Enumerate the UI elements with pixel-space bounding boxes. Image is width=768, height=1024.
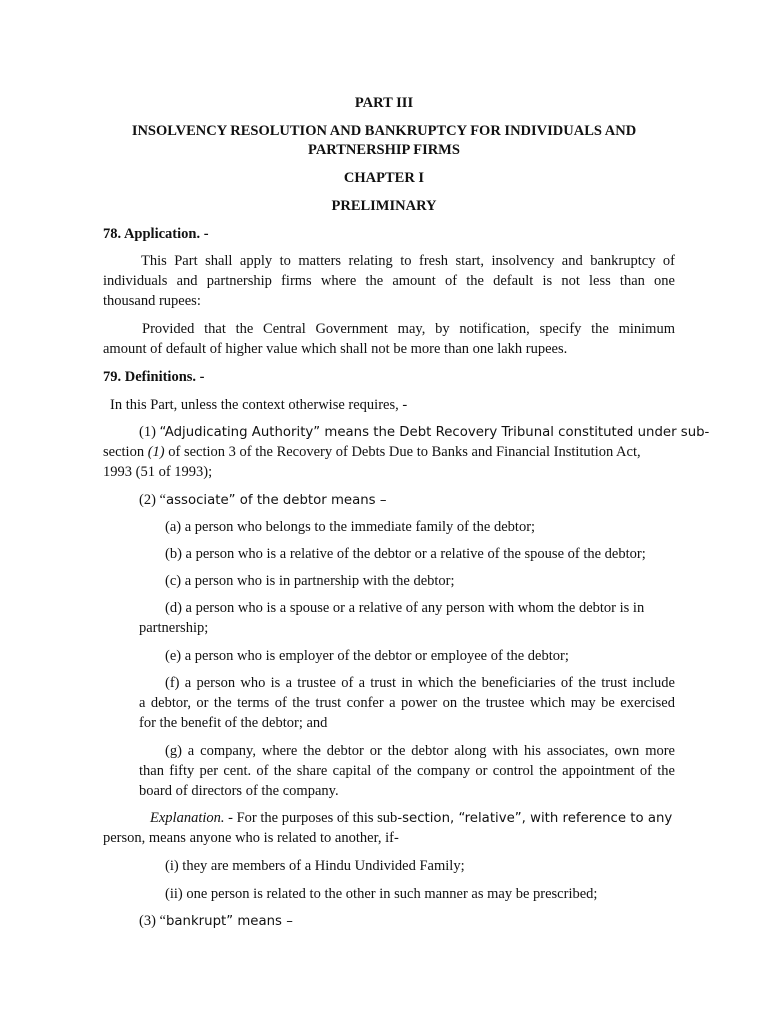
definition-2-term: associate” of the debtor means – [165,493,387,508]
explanation-label: Explanation. [150,810,225,826]
item-g-line-3: board of directors of the company. [139,783,339,799]
item-d-line-2: partnership; [139,620,209,636]
item-d-line-1: (d) a person who is a spouse or a relative of any person with whom the debtor is in [165,600,645,616]
definition-3-term: bankrupt” means – [165,914,293,929]
item-ii: (ii) one person is related to the other in such manner as may be prescribed; [165,886,598,902]
section-78-para-1-line-1: This Part shall apply to matters relating to fresh start, insolvency and bankruptcy of [141,253,675,269]
section-78-heading: 78. Application. - [103,226,209,242]
definition-2-number: (2) “ [139,492,166,508]
definition-2-line [139,490,386,511]
chapter-title: CHAPTER I [343,170,425,186]
explanation-text-sans: -section, “relative”, with reference to any [397,811,673,826]
definition-1-text-cont: of section 3 of the Recovery of Debts Due to Banks and Financial Institution Act, [164,444,641,460]
item-e: (e) a person who is employer of the debtor or employee of the debtor; [165,648,569,664]
item-f-line-1: (f) a person who is a trustee of a trust in which the beneficiaries of the trust include [165,675,675,691]
part-subtitle-line-2: PARTNERSHIP FIRMS [308,142,460,158]
definition-1-line-3: 1993 (51 of 1993); [103,464,213,480]
explanation-line-2: person, means anyone who is related to another, if- [103,830,399,846]
part-title: PART III [354,95,414,111]
section-78-para-1-line-2: individuals and partnership firms where the amount of the default is not less than one [103,273,675,289]
part-subtitle-line-1: INSOLVENCY RESOLUTION AND BANKRUPTCY FOR INDIVIDUALS AND [131,123,637,139]
item-a: (a) a person who belongs to the immediate family of the debtor; [165,519,536,535]
definition-3-number: (3) “ [139,913,166,929]
explanation-line-1 [150,808,672,829]
definition-1-term: “Adjudicating Authority” means the Debt Recovery Tribunal constituted under sub- [159,425,710,440]
section-78-proviso-line-1: Provided that the Central Government may, by notification, specify the minimum [142,321,675,337]
definition-1-line-1 [139,422,709,443]
explanation-text: - For the purposes of this sub [224,810,398,826]
item-g-line-1: (g) a company, where the debtor or the debtor along with his associates, own more [165,743,675,759]
item-b: (b) a person who is a relative of the debtor or a relative of the spouse of the debtor; [165,546,646,562]
item-f-line-2: a debtor, or the terms of the trust confer a power on the trustee which may be exercised [139,695,675,711]
item-i: (i) they are members of a Hindu Undivided Family; [165,858,465,874]
item-c: (c) a person who is in partnership with the debtor; [165,573,455,589]
section-78-para-1-line-3: thousand rupees: [103,293,201,309]
section-79-heading: 79. Definitions. - [103,369,205,385]
section-78-proviso-line-2: amount of default of higher value which shall not be more than one lakh rupees. [103,341,568,357]
definition-3-line [139,911,293,932]
chapter-subtitle: PRELIMINARY [331,198,437,214]
item-f-line-3: for the benefit of the debtor; and [139,715,328,731]
item-g-line-2: than fifty per cent. of the share capital of the company or control the appointment of the [139,763,675,779]
definition-1-number: (1) [139,424,160,440]
definition-1-text: section [103,444,148,460]
definition-1-subsection-ref: (1) [147,444,165,460]
section-79-intro: In this Part, unless the context otherwise requires, - [110,397,408,413]
definition-1-line-2 [103,442,641,462]
